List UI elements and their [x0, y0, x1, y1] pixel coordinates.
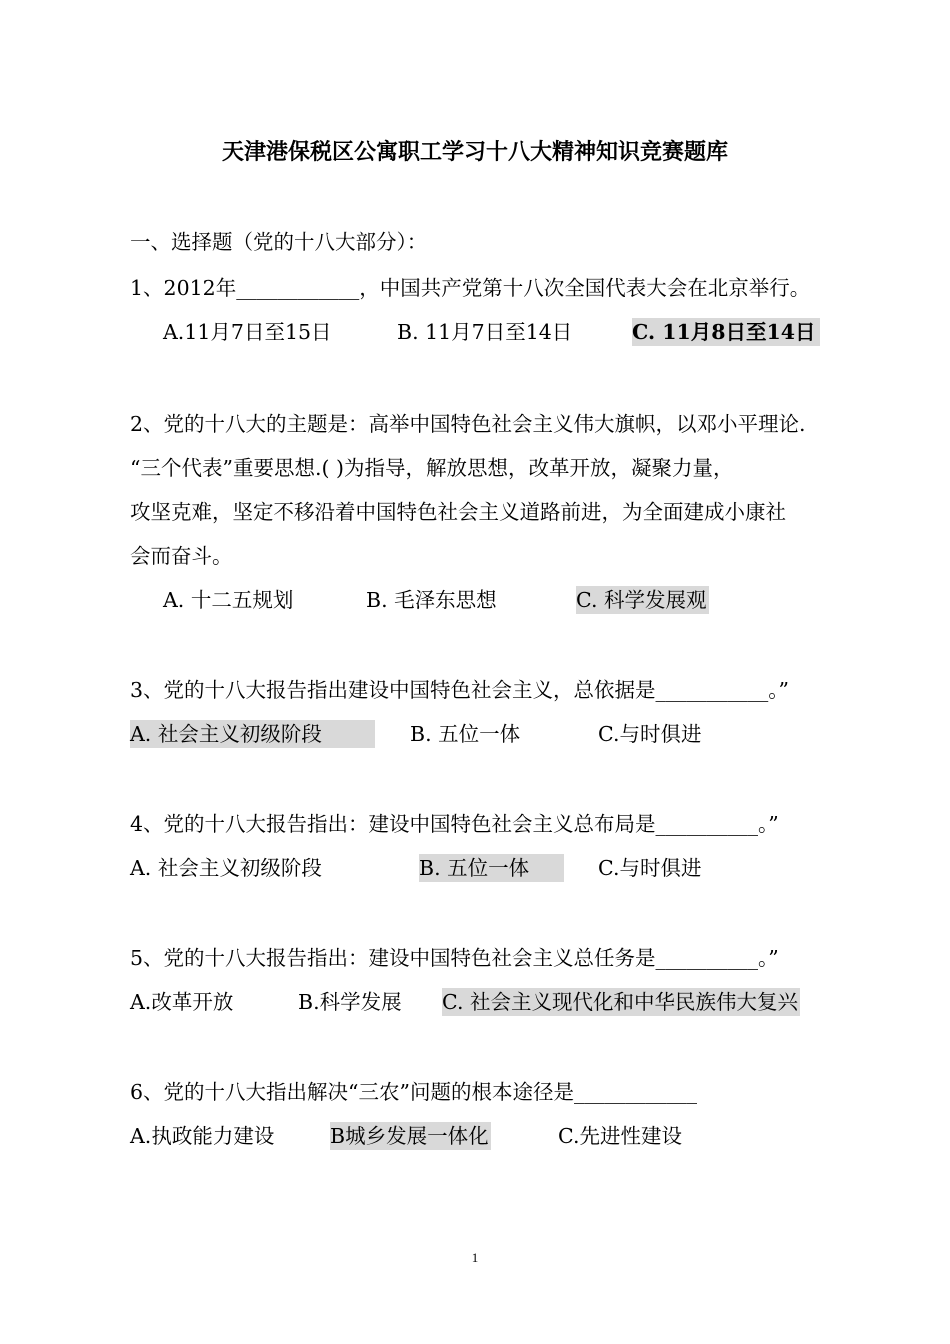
question-6-option-b-answer: B城乡发展一体化	[330, 1124, 489, 1148]
question-1-option-b: B. 11月7日至14日	[397, 320, 573, 344]
question-3-option-a-answer: A. 社会主义初级阶段	[130, 720, 375, 748]
question-6-option-a: A.执政能力建设	[130, 1124, 275, 1148]
question-1-option-c-answer: C. 11月8日至14日	[632, 318, 820, 346]
question-5-option-a: A.改革开放	[130, 990, 234, 1014]
question-5-stem: 5、党的十八大报告指出：建设中国特色社会主义总任务是__________。”	[130, 946, 779, 970]
question-4-option-b-answer: B. 五位一体	[419, 854, 564, 882]
question-4-option-a: A. 社会主义初级阶段	[130, 856, 322, 880]
question-2-option-a: A. 十二五规划	[163, 588, 294, 612]
question-4-stem: 4、党的十八大报告指出：建设中国特色社会主义总布局是__________。”	[130, 812, 779, 836]
question-1-option-a: A.11月7日至15日	[163, 320, 332, 344]
question-5-option-b: B.科学发展	[298, 990, 402, 1014]
question-3-option-c: C.与时俱进	[598, 722, 702, 746]
question-2-stem-line-1: 2、党的十八大的主题是：高举中国特色社会主义伟大旗帜，以邓小平理论.	[130, 412, 806, 436]
question-3-option-b: B. 五位一体	[410, 722, 521, 746]
question-6-stem: 6、党的十八大指出解决“三农”问题的根本途径是____________	[130, 1080, 698, 1104]
question-5-option-c-answer: C. 社会主义现代化和中华民族伟大复兴	[442, 990, 798, 1014]
question-2-stem-line-3: 攻坚克难，坚定不移沿着中国特色社会主义道路前进，为全面建成小康社	[130, 500, 786, 524]
question-2-stem-line-2: “三个代表”重要思想.( )为指导，解放思想，改革开放，凝聚力量，	[130, 456, 734, 480]
document-title: 天津港保税区公寓职工学习十八大精神知识竞赛题库	[221, 139, 728, 165]
question-2-option-b: B. 毛泽东思想	[366, 588, 497, 612]
question-2-stem-line-4: 会而奋斗。	[130, 544, 233, 568]
question-1-stem: 1、2012年____________，中国共产党第十八次全国代表大会在北京举行。	[130, 276, 811, 300]
question-3-stem: 3、党的十八大报告指出建设中国特色社会主义，总依据是___________。”	[130, 678, 790, 702]
section-heading: 一、选择题（党的十八大部分）：	[130, 230, 428, 254]
question-2-option-c-answer: C. 科学发展观	[576, 588, 707, 612]
question-6-option-c: C.先进性建设	[558, 1124, 682, 1148]
page-number: 1	[471, 1250, 479, 1265]
question-4-option-c: C.与时俱进	[598, 856, 702, 880]
